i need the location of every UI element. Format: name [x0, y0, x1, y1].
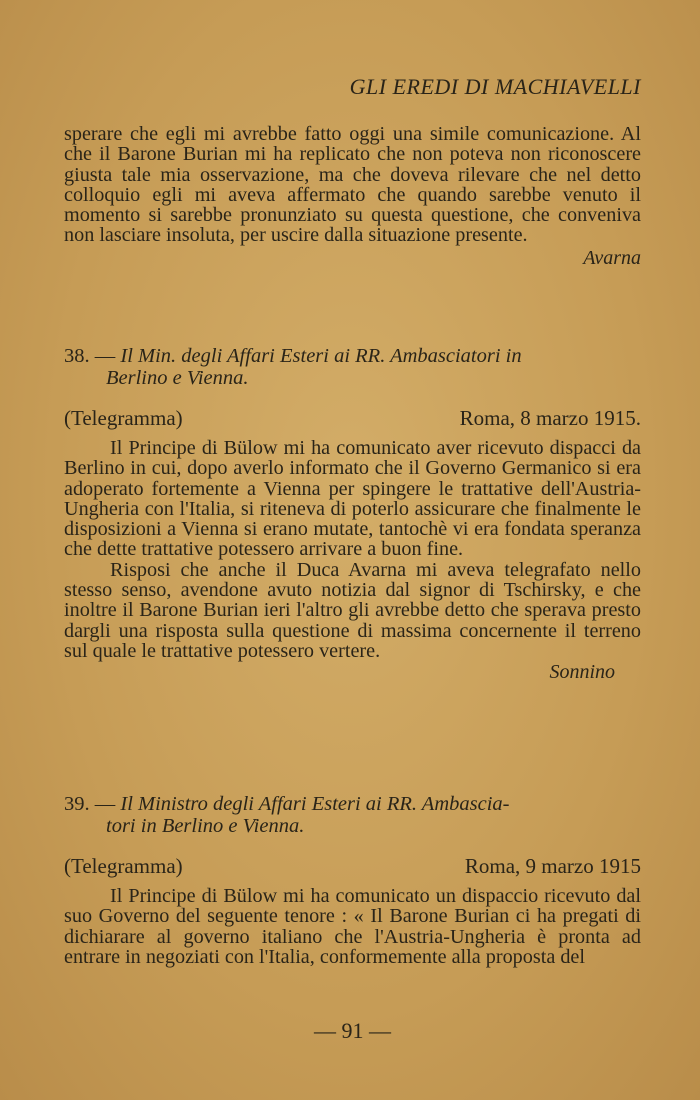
body-paragraph: Risposi che anche il Duca Avarna mi aveva telegrafato nello stesso senso, avendone avuto notizia dal signor di Tschirsky, e che inoltre il Barone Burian ieri l'altro gli avrebbe detto che sperava presto dargli una risposta sulla questione di massima concernente il terreno sul quale le trattative potessero vertere.	[64, 558, 641, 662]
document-number: 38. —	[64, 345, 116, 367]
body-paragraph: Il Principe di Bülow mi ha comunicato aver ricevuto dispacci da Berlino in cui, dopo averlo informato che il Governo Germanico si era adoperato fortemente a Vienna per spingere le trattative dell'Austria-Ungheria con l'Italia, si riteneva di poterlo assicurare che finalmente le disposizioni a Vienna si erano mutate, tantochè vi era fondata speranza che dette trattative potessero arrivare a buon fine.	[64, 437, 641, 561]
document-body	[64, 886, 641, 967]
running-title: GLI EREDI DI MACHIAVELLI	[349, 74, 641, 99]
document-body	[64, 438, 641, 661]
continuation-section	[64, 124, 641, 268]
document-number: 39. —	[64, 793, 116, 815]
signature-sonnino: Sonnino	[549, 661, 615, 684]
document-type: (Telegramma)	[64, 854, 183, 878]
page-number: — 91 —	[314, 1018, 391, 1043]
dateline	[64, 406, 641, 431]
document-date: Roma, 9 marzo 1915	[464, 854, 641, 878]
document-title-cont: Berlino e Vienna.	[106, 366, 249, 389]
signature-avarna: Avarna	[583, 246, 641, 269]
document-38	[64, 346, 641, 684]
document-39	[64, 794, 641, 967]
document-title-cont: tori in Berlino e Vienna.	[106, 814, 305, 837]
document-heading	[64, 346, 641, 389]
document-title: Il Min. degli Affari Esteri ai RR. Ambasciatori in	[120, 345, 522, 367]
document-title: Il Ministro degli Affari Esteri ai RR. Ambascia-	[120, 793, 510, 815]
document-heading	[64, 794, 641, 837]
body-paragraph: Il Principe di Bülow mi ha comunicato un dispaccio ricevuto dal suo Governo del seguente tenore : « Il Barone Burian ci ha pregati di dichiarare al governo italiano che l'Austria-Ungheria è pronta ad entrare in negoziati con l'Italia, conformemente alla proposta del	[64, 885, 641, 968]
document-date: Roma, 8 marzo 1915.	[459, 406, 641, 430]
dateline	[64, 854, 641, 879]
continuation-paragraph: sperare che egli mi avrebbe fatto oggi una simile comunicazione. Al che il Barone Burian mi ha replicato che non poteva non riconoscere giusta tale mia osservazione, ma che doveva rilevare che nel detto colloquio egli mi aveva affermato che quando sarebbe venuto il momento si sarebbe pronunziato su questa questione, che conveniva non lasciare insoluta, per uscire dalla situazione presente.	[64, 123, 641, 247]
document-type: (Telegramma)	[64, 406, 183, 430]
